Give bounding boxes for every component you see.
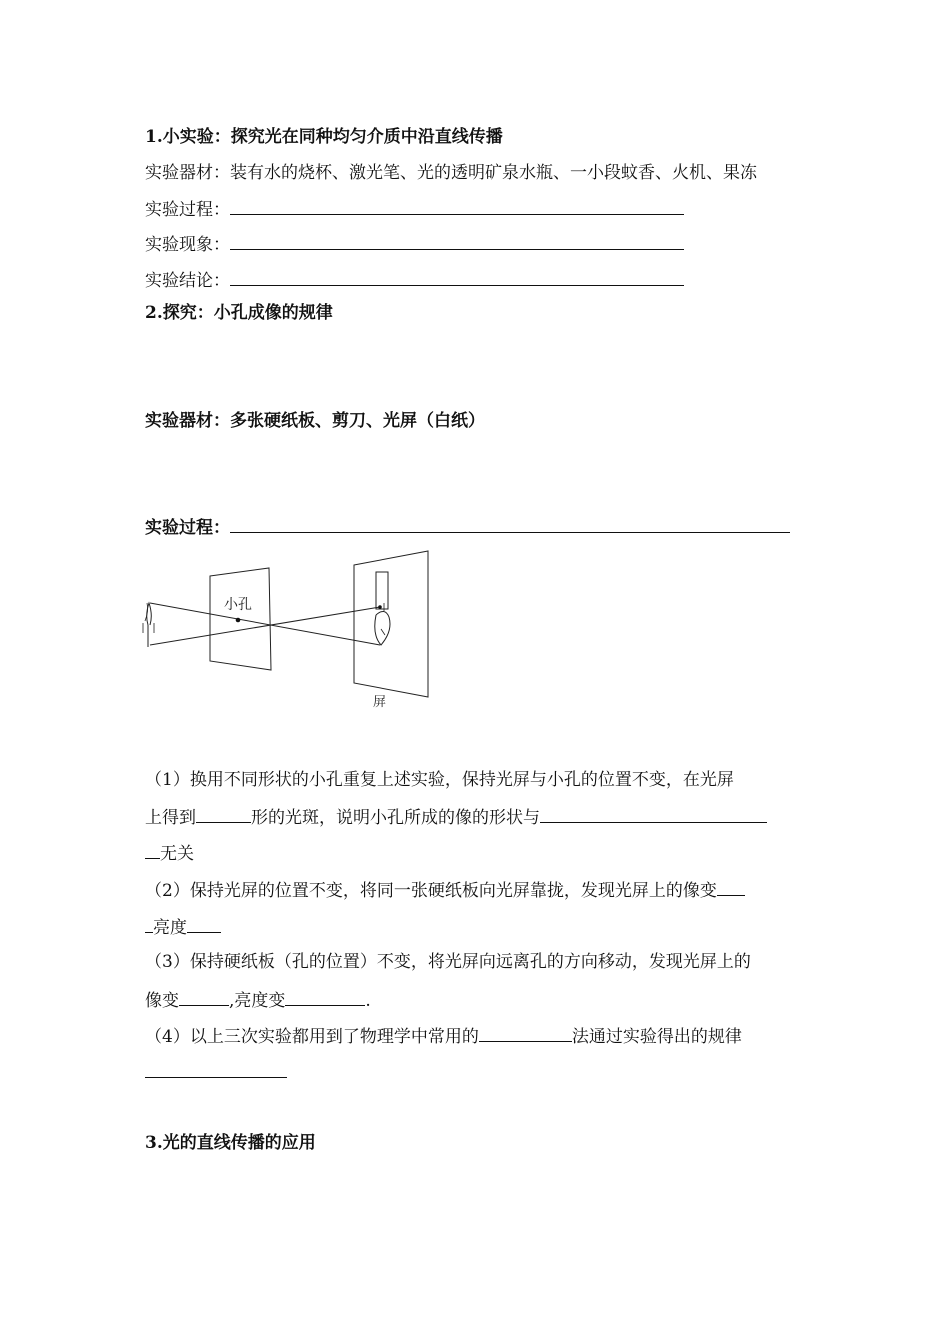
section1-conclusion: [145, 268, 684, 292]
q3-text-c: .: [365, 991, 371, 1011]
q3-line1: （3）保持硬纸板（孔的位置）不变，将光屏向远离孔的方向移动，发现光屏上的: [145, 952, 751, 972]
process-label: 实验过程：: [145, 200, 230, 220]
materials-label: 实验器材：: [145, 163, 230, 183]
screen-label: 屏: [373, 695, 387, 710]
q1-line3: [145, 841, 194, 865]
q1-text-b: 形的光斑，说明小孔所成的像的形状与: [251, 808, 540, 828]
q1-line1: （1）换用不同形状的小孔重复上述实验，保持光屏与小孔的位置不变，在光屏: [145, 770, 734, 790]
q4-text-b: 法通过实验得出的规律: [571, 1027, 742, 1047]
inverted-image-icon: [375, 611, 390, 645]
light-ray-top: [150, 603, 380, 645]
section2-process-label: 实验过程：: [145, 518, 230, 538]
screen-slot: [376, 572, 388, 609]
phenomenon-label: 实验现象：: [145, 235, 230, 255]
q3-text-a: 像变: [145, 991, 179, 1011]
q2-text-b: 亮度: [153, 918, 187, 938]
q2-brightness-blank[interactable]: [187, 915, 221, 933]
q4-method-blank[interactable]: [479, 1024, 572, 1042]
q2-size-blank[interactable]: [717, 878, 745, 896]
q4-line1: [145, 1024, 742, 1048]
q4-line2: [145, 1060, 287, 1084]
phenomenon-answer-blank[interactable]: [230, 232, 684, 250]
section1-process: [145, 197, 684, 221]
materials-text: 装有水的烧杯、激光笔、光的透明矿泉水瓶、一小段蚊香、火机、果冻: [230, 163, 757, 183]
q3-text-b: ,亮度变: [229, 991, 286, 1011]
light-ray-bottom: [150, 607, 380, 645]
cardboard-with-hole: [210, 568, 271, 670]
pinhole-diagram: [140, 545, 450, 715]
conclusion-answer-blank[interactable]: [230, 268, 684, 286]
q2-line2: [145, 915, 221, 939]
q2-text-a: （2）保持光屏的位置不变，将同一张硬纸板向光屏靠拢，发现光屏上的像变: [145, 881, 717, 901]
screen-plane: [354, 551, 428, 697]
section2-heading: 2.探究：小孔成像的规律: [145, 303, 333, 323]
section1-heading: 1.小实验：探究光在同种均匀介质中沿直线传播: [145, 127, 503, 147]
q1-text-c: 无关: [160, 844, 194, 864]
pinhole-point: [236, 618, 241, 623]
q1-line2: [145, 805, 767, 829]
section1-phenomenon: [145, 232, 684, 256]
q2-size-blank-cont[interactable]: [145, 915, 153, 933]
section2-materials: 实验器材：多张硬纸板、剪刀、光屏（白纸）: [145, 411, 485, 431]
q3-line2: [145, 988, 371, 1012]
section2-process: [145, 515, 790, 539]
q1-shape-blank[interactable]: [196, 805, 251, 823]
section1-materials: [145, 162, 757, 184]
conclusion-label: 实验结论：: [145, 271, 230, 291]
hole-label: 小孔: [224, 597, 252, 613]
q1-factor-blank-cont[interactable]: [145, 841, 160, 859]
q3-size-blank[interactable]: [179, 988, 229, 1006]
section2-process-blank[interactable]: [230, 515, 790, 533]
q3-brightness-blank[interactable]: [285, 988, 365, 1006]
section3-heading: 3.光的直线传播的应用: [145, 1133, 316, 1153]
process-answer-blank[interactable]: [230, 197, 684, 215]
q1-text-a: 上得到: [145, 808, 196, 828]
q1-factor-blank[interactable]: [540, 805, 767, 823]
q4-text-a: （4）以上三次实验都用到了物理学中常用的: [145, 1027, 479, 1047]
q4-method-blank-cont[interactable]: [145, 1060, 287, 1078]
q2-line1: [145, 878, 745, 902]
